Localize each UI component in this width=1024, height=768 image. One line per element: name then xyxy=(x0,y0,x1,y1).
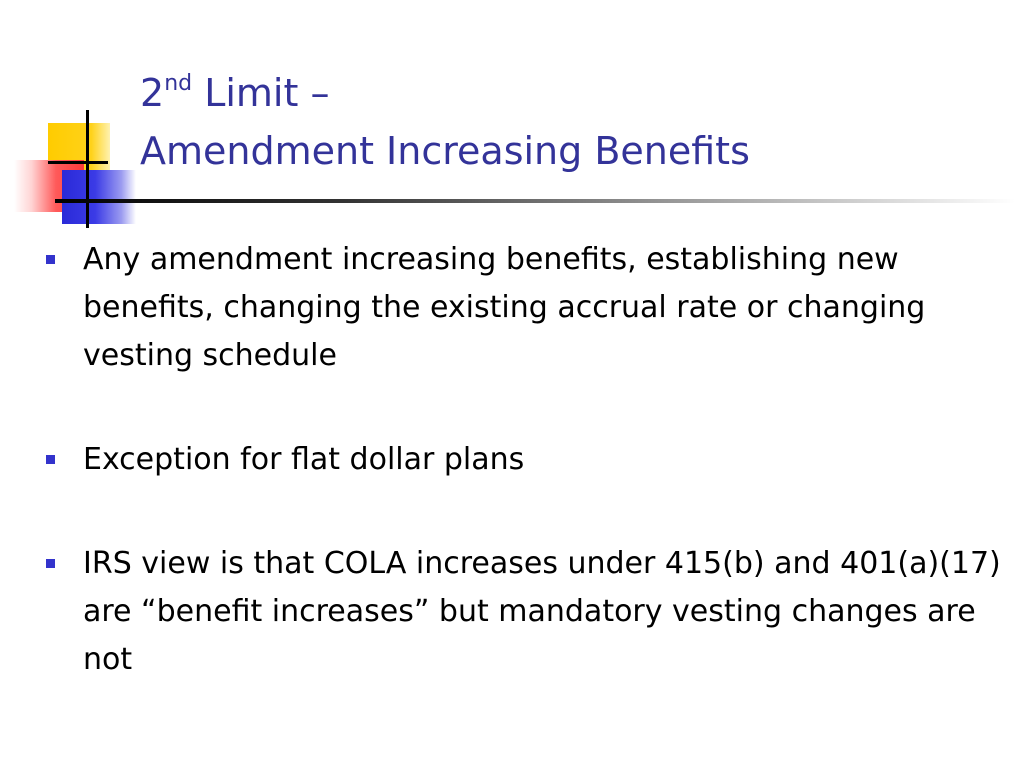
bullet-text: IRS view is that COLA increases under 415(b) and 401(a)(17) are “benefit increases” but mandatory vesting changes are not xyxy=(83,546,1001,677)
horizontal-line-decoration xyxy=(48,161,108,164)
bullet-square-icon xyxy=(46,455,55,464)
blue-square-decoration xyxy=(62,170,136,224)
bullet-list xyxy=(46,236,1006,684)
bullet-text: Any amendment increasing benefits, establishing new benefits, changing the existing accrual rate or changing vesting schedule xyxy=(83,242,926,373)
slide-title xyxy=(140,64,750,180)
bullet-text: Exception for flat dollar plans xyxy=(83,442,525,477)
title-line-1 xyxy=(140,64,750,122)
bullet-item xyxy=(46,540,1006,684)
bullet-square-icon xyxy=(46,255,55,264)
bullet-square-icon xyxy=(46,559,55,568)
title-number: 2 xyxy=(140,71,165,115)
title-ordinal-suffix: nd xyxy=(164,71,193,96)
corner-decoration xyxy=(0,0,160,240)
bullet-item xyxy=(46,236,1006,380)
title-divider xyxy=(55,199,1015,203)
title-line-2: Amendment Increasing Benefits xyxy=(140,129,750,173)
title-line-1-rest: Limit – xyxy=(192,71,330,115)
bullet-item xyxy=(46,436,1006,484)
vertical-line-decoration xyxy=(86,110,89,228)
